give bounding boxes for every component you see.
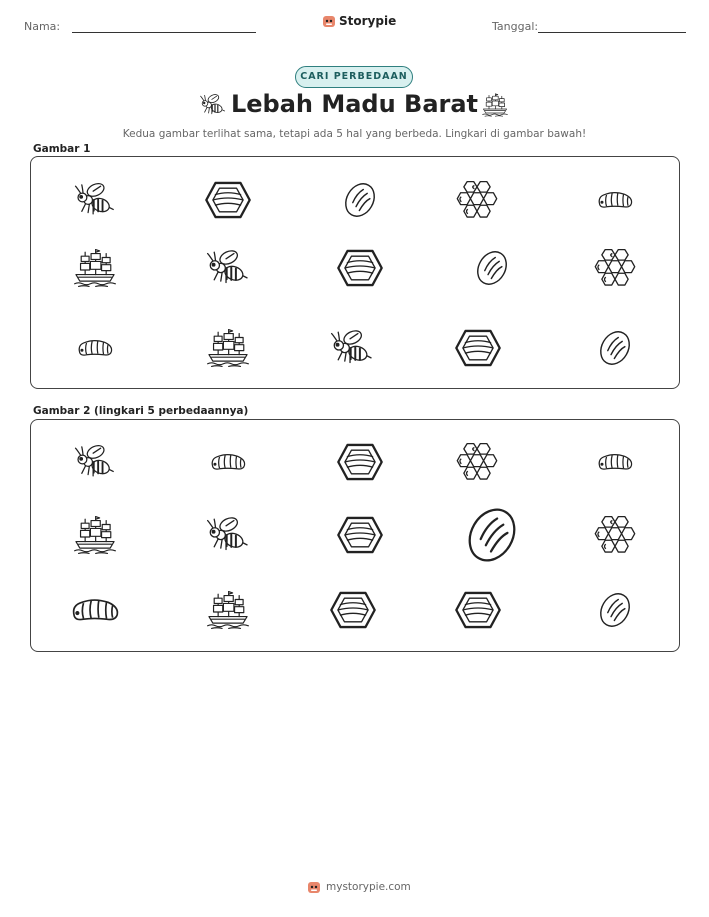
section2-label: Gambar 2 (lingkari 5 perbedaannya) (33, 405, 249, 417)
page-title: Lebah Madu Barat (230, 90, 479, 118)
name-label: Nama: (24, 20, 61, 33)
footer-url: mystorypie.com (326, 881, 411, 893)
bee-icon[interactable] (329, 328, 375, 368)
bee-icon[interactable] (73, 179, 117, 221)
find-differences-badge: CARI PERBEDAAN (295, 66, 413, 88)
hexagon-honeycomb-icon[interactable] (337, 442, 383, 482)
hexagon-honeycomb-icon[interactable] (330, 590, 376, 630)
bread-loaf-icon[interactable] (592, 328, 638, 368)
larva-icon[interactable] (591, 183, 639, 217)
bread-loaf-icon[interactable] (592, 590, 638, 630)
hexagon-honeycomb-icon[interactable] (455, 590, 501, 630)
bee-icon[interactable] (73, 441, 117, 483)
storypie-logo (322, 14, 396, 28)
ship-icon[interactable] (72, 515, 118, 555)
footer (307, 880, 411, 894)
hexagon-honeycomb-icon[interactable] (455, 328, 501, 368)
honeycomb-cluster-icon[interactable] (592, 515, 638, 555)
brand-name: Storypie (339, 14, 397, 28)
hexagon-honeycomb-icon[interactable] (337, 248, 383, 288)
larva-icon[interactable] (204, 445, 252, 479)
ship-icon (481, 92, 509, 118)
ship-icon[interactable] (205, 328, 251, 368)
larva-icon[interactable] (591, 445, 639, 479)
honeycomb-cluster-icon[interactable] (454, 442, 500, 482)
honeycomb-cluster-icon[interactable] (592, 248, 638, 288)
date-label: Tanggal: (492, 20, 539, 33)
hexagon-honeycomb-icon[interactable] (337, 515, 383, 555)
bread-loaf-icon[interactable] (337, 180, 383, 220)
storypie-mascot-icon (322, 14, 336, 28)
ship-icon[interactable] (72, 248, 118, 288)
larva-icon[interactable] (61, 587, 129, 633)
ship-icon[interactable] (205, 590, 251, 630)
section1-label: Gambar 1 (33, 143, 91, 155)
date-input-line[interactable] (538, 32, 686, 33)
bee-icon[interactable] (205, 248, 251, 288)
bread-loaf-icon[interactable] (456, 503, 528, 567)
honeycomb-cluster-icon[interactable] (454, 180, 500, 220)
bread-loaf-icon[interactable] (469, 248, 515, 288)
storypie-mascot-icon (307, 880, 321, 894)
instructions: Kedua gambar terlihat sama, tetapi ada 5 hal yang berbeda. Lingkari di gambar bawah! (122, 128, 587, 140)
hexagon-honeycomb-icon[interactable] (205, 180, 251, 220)
bee-icon[interactable] (205, 515, 251, 555)
name-input-line[interactable] (72, 32, 256, 33)
larva-icon[interactable] (71, 331, 119, 365)
